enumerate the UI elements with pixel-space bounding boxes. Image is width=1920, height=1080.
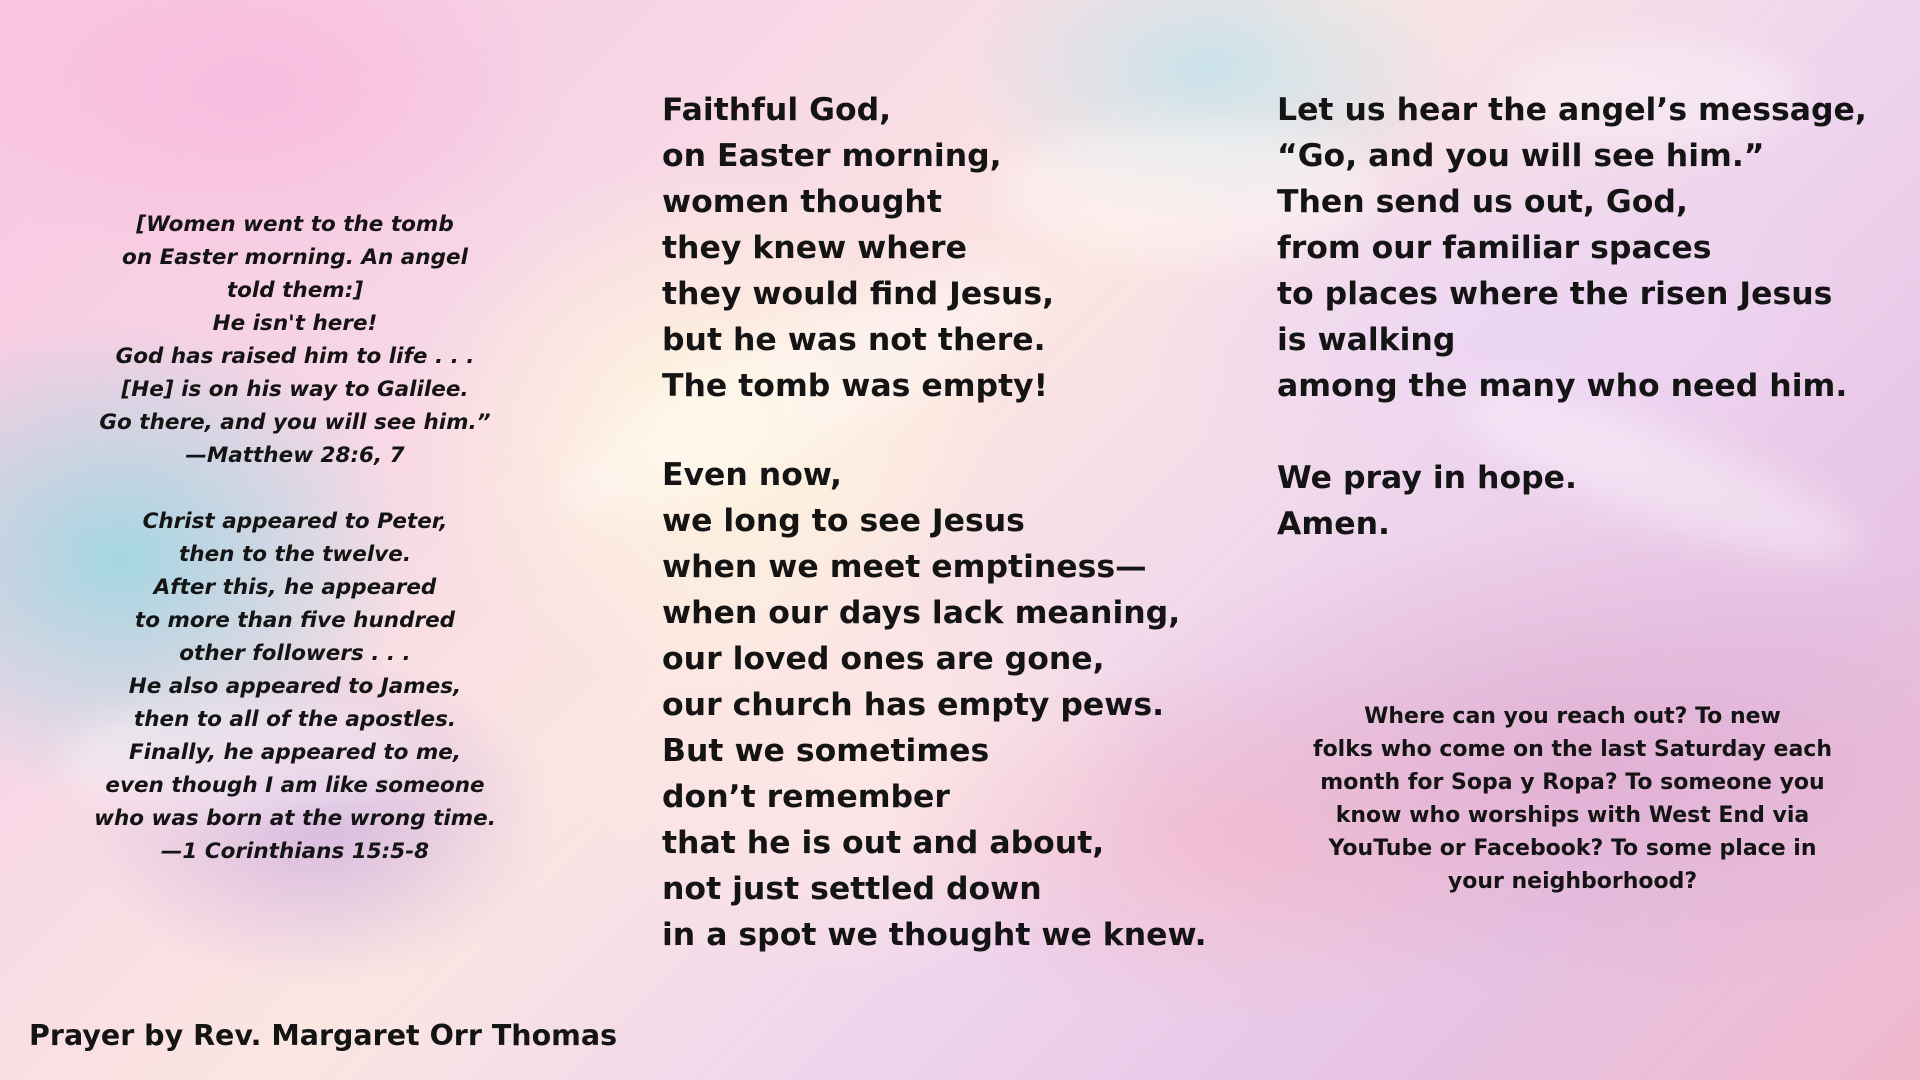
scripture-line: other followers . . . <box>179 641 411 666</box>
scripture-line: [Women went to the tomb <box>136 212 454 237</box>
scripture-line: then to the twelve. <box>179 542 411 567</box>
prayer-column-middle <box>662 87 1207 958</box>
prayer-amen: Amen. <box>1277 506 1390 542</box>
prayer-line: The tomb was empty! <box>662 368 1049 404</box>
scripture-line: who was born at the wrong time. <box>94 806 496 831</box>
prayer-line: We pray in hope. <box>1277 460 1577 496</box>
prayer-line: in a spot we thought we knew. <box>662 917 1207 953</box>
prayer-line: on Easter morning, <box>662 138 1002 174</box>
prayer-line: is walking <box>1277 322 1456 358</box>
author-credit: Prayer by Rev. Margaret Orr Thomas <box>29 1019 618 1052</box>
scripture-line: He isn't here! <box>212 311 378 336</box>
prayer-line: Then send us out, God, <box>1277 184 1688 220</box>
prayer-line: women thought <box>662 184 942 220</box>
prayer-line: when our days lack meaning, <box>662 595 1181 631</box>
reflection-line: YouTube or Facebook? To some place in <box>1328 836 1817 861</box>
prayer-line: but he was not there. <box>662 322 1046 358</box>
scripture-line: God has raised him to life . . . <box>115 344 475 369</box>
prayer-line: “Go, and you will see him.” <box>1277 138 1765 174</box>
scripture-line: even though I am like someone <box>105 773 485 798</box>
scripture-line: After this, he appeared <box>153 575 437 600</box>
prayer-line: we long to see Jesus <box>662 503 1025 539</box>
reflection-question <box>1310 700 1835 898</box>
prayer-line: don’t remember <box>662 779 950 815</box>
prayer-line: they knew where <box>662 230 967 266</box>
scripture-line: He also appeared to James, <box>128 674 462 699</box>
prayer-line: our loved ones are gone, <box>662 641 1105 677</box>
prayer-line: Even now, <box>662 457 842 493</box>
stanza-break <box>80 472 510 505</box>
prayer-line: our church has empty pews. <box>662 687 1165 723</box>
reflection-line: folks who come on the last Saturday each <box>1313 737 1832 762</box>
scripture-line: Finally, he appeared to me, <box>128 740 462 765</box>
prayer-line: Faithful God, <box>662 92 892 128</box>
prayer-line: But we sometimes <box>662 733 990 769</box>
stanza-break <box>662 409 1207 452</box>
reflection-line: month for Sopa y Ropa? To someone you <box>1320 770 1825 795</box>
scripture-line: on Easter morning. An angel <box>122 245 468 270</box>
reflection-line: know who worships with West End via <box>1335 803 1810 828</box>
scripture-line: to more than five hundred <box>134 608 456 633</box>
prayer-line: to places where the risen Jesus <box>1277 276 1833 312</box>
prayer-line: not just settled down <box>662 871 1042 907</box>
reflection-line: your neighborhood? <box>1447 869 1698 894</box>
scripture-line: Christ appeared to Peter, <box>142 509 448 534</box>
reflection-line: Where can you reach out? To new <box>1364 704 1781 729</box>
prayer-line: Let us hear the angel’s message, <box>1277 92 1867 128</box>
scripture-citation: —1 Corinthians 15:5-8 <box>160 839 430 864</box>
prayer-line: that he is out and about, <box>662 825 1105 861</box>
scripture-citation: —Matthew 28:6, 7 <box>185 443 405 468</box>
prayer-line: from our familiar spaces <box>1277 230 1712 266</box>
prayer-line: they would find Jesus, <box>662 276 1055 312</box>
stanza-break <box>1277 409 1867 455</box>
prayer-column-right <box>1277 87 1867 547</box>
scripture-line: then to all of the apostles. <box>133 707 457 732</box>
scripture-line: told them:] <box>226 278 364 303</box>
scripture-passages <box>80 208 510 868</box>
scripture-line: Go there, and you will see him.” <box>99 410 491 435</box>
prayer-line: among the many who need him. <box>1277 368 1848 404</box>
scripture-line: [He] is on his way to Galilee. <box>121 377 469 402</box>
prayer-line: when we meet emptiness— <box>662 549 1147 585</box>
